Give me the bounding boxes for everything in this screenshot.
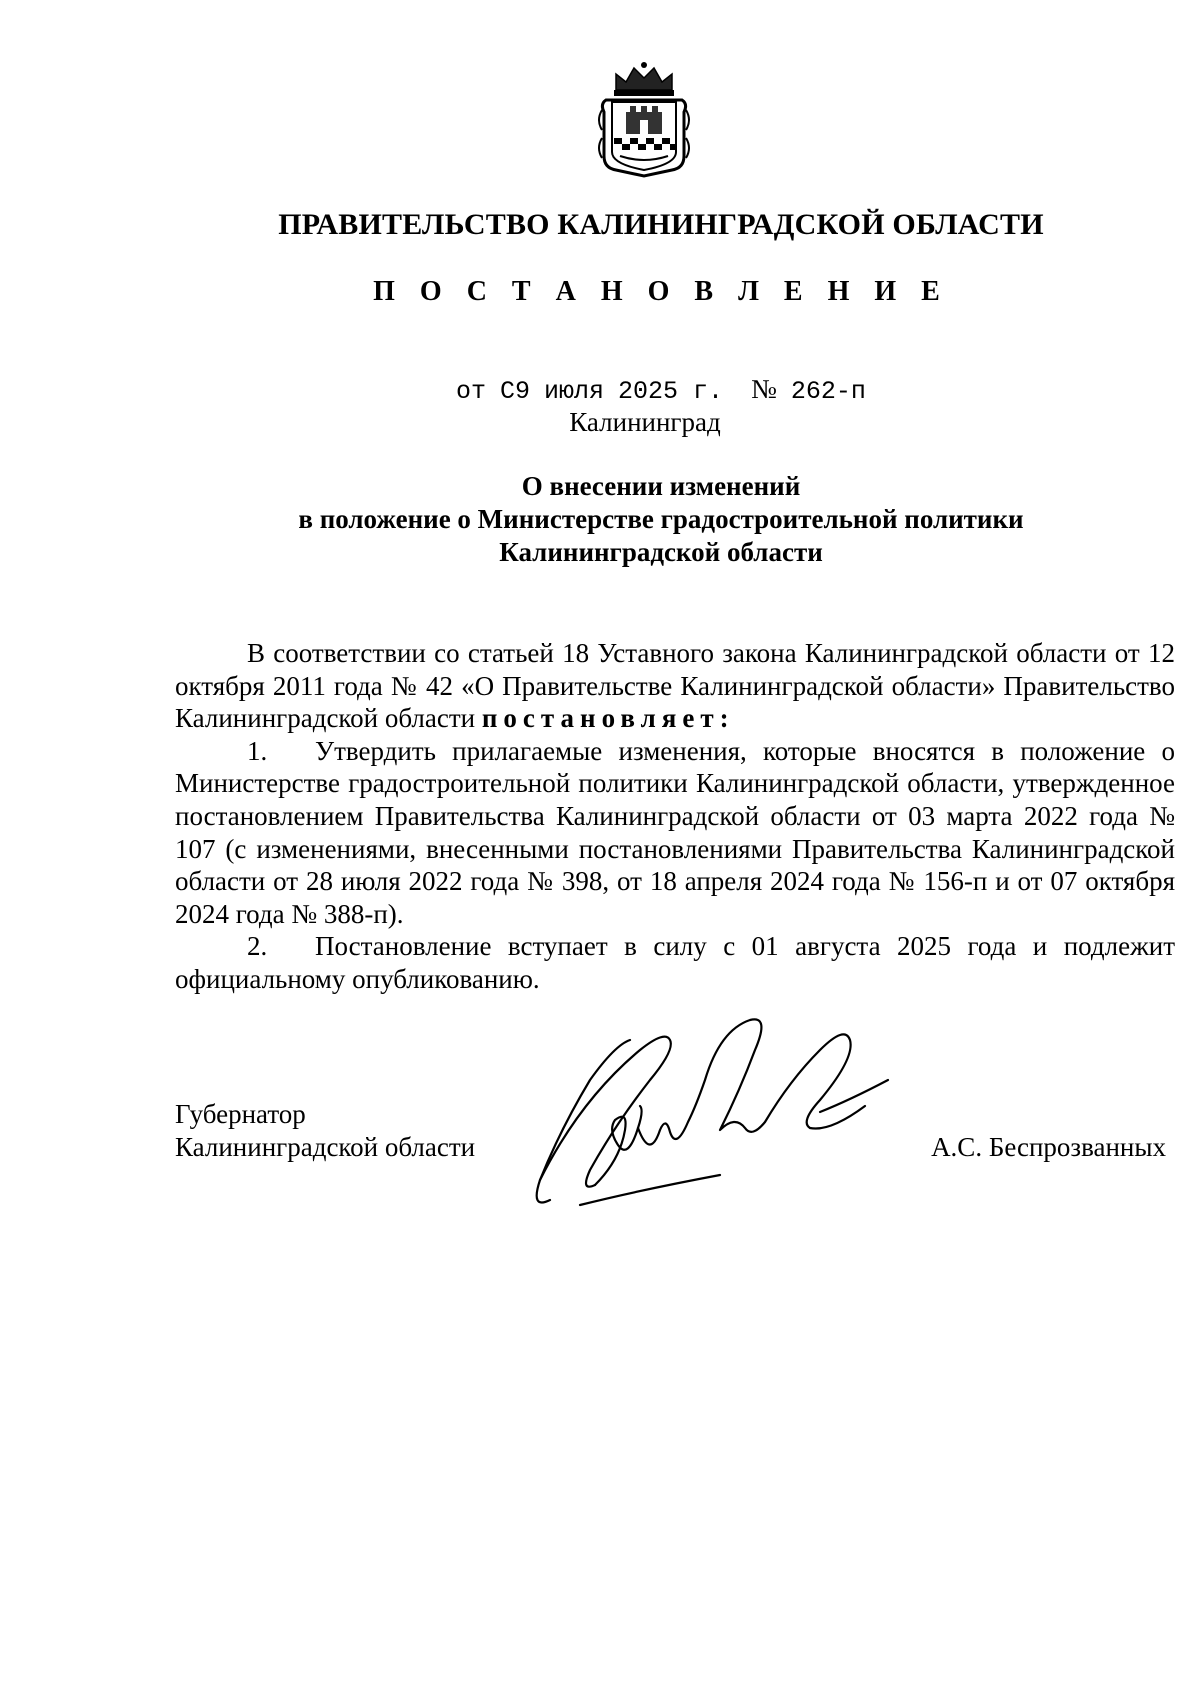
item-paragraph-1 [175,735,1175,931]
date-month: июля [544,377,605,406]
date-day: С9 [500,377,531,406]
date-prefix: от [456,377,487,406]
number-sign: № [751,374,777,404]
item-text: Утвердить прилагаемые изменения, которые вносятся в положение о Министерстве градостроительной политики Калининградской области, утвержденное постановлением Правительства Калининградской области от 03 марта 2022 года № 107 (с изменениями, внесенными постановлениями Правительства Калининградской области от 28 июля 2022 года № 398, от 18 апреля 2024 года № 156-п и от 07 октября 2024 года № 388-п). [175,735,1175,929]
signer-position-line-2: Калининградской области [175,1132,476,1162]
signer-position [175,1098,475,1164]
subject-line-2: в положение о Министерстве градостроительной политики [298,504,1024,534]
signer-position-line-1: Губернатор [175,1099,306,1129]
coat-of-arms-emblem [596,60,692,178]
item-number: 2. [247,931,268,962]
document-number: 262-п [790,377,866,406]
subject-line-1: О внесении изменений [521,471,801,501]
resolves-word: постановляет: [481,703,735,734]
date-year-number: 2025 г. [618,377,724,406]
item-paragraph-2 [175,930,1175,995]
signer-name: А.С. Беспрозванных [931,1132,1166,1162]
date-number-line [456,374,866,406]
kaliningrad-coat-of-arms-icon [596,60,692,178]
item-number: 1. [247,735,268,766]
item-text: Постановление вступает в силу с 01 августа 2025 года и подлежит официальному опубликованию. [175,931,1175,994]
city: Калининград [569,407,721,437]
signature [520,1010,920,1230]
subject-line-3: Калининградской области [499,537,823,567]
document-subject [0,470,1200,569]
document-body [175,637,1175,996]
government-title: ПРАВИТЕЛЬСТВО КАЛИНИНГРАДСКОЙ ОБЛАСТИ [278,208,1044,241]
document-type: П О С Т А Н О В Л Е Н И Е [373,276,949,307]
preamble-text: В соответствии со статьей 18 Уставного закона Калининградской области от 12 октября 2011 года № 42 «О Правительстве Калининградской области» Правительство Калининградской области [175,638,1175,734]
handwritten-signature-icon [520,1010,920,1230]
preamble-paragraph [175,637,1175,735]
